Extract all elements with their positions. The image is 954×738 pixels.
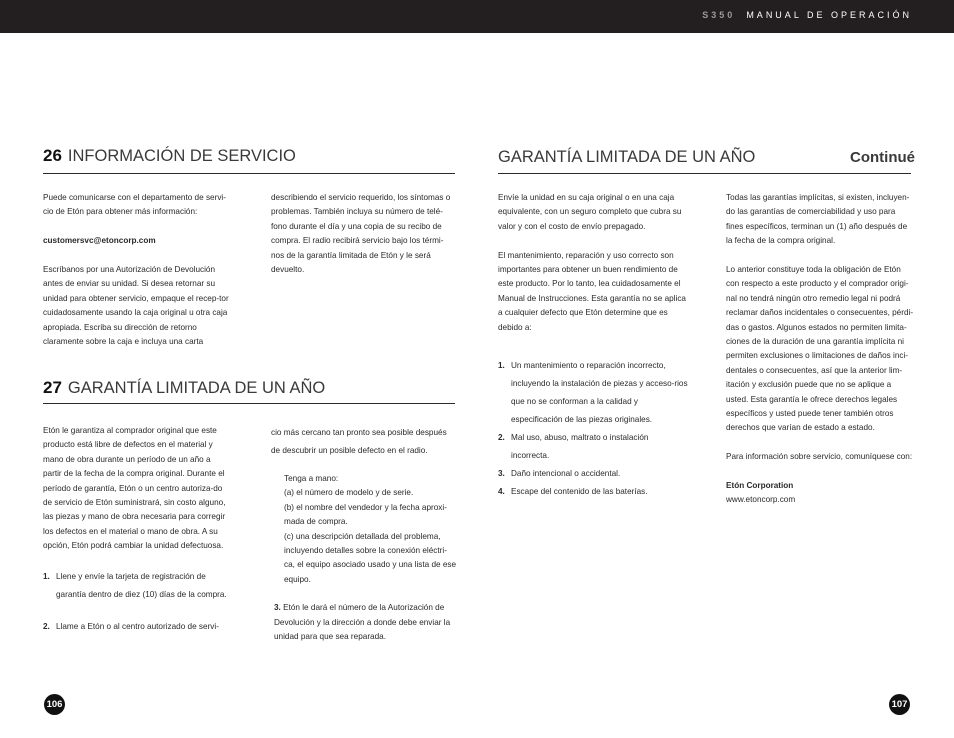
paragraph: cio más cercano tan pronto sea posible después de descubrir un posible defecto en el radio. — [271, 428, 447, 455]
right-column-1 — [498, 191, 688, 501]
item-number: 2. — [498, 433, 505, 443]
section-27-title: GARANTÍA LIMITADA DE UN AÑO — [67, 379, 326, 397]
section-26-column-2 — [271, 191, 455, 292]
item-number: 4. — [498, 487, 505, 497]
page-number-right: 107 — [889, 694, 910, 715]
step-number: 1. — [43, 572, 50, 582]
item-text: Mal uso, abuso, maltrato o instalación incorrecta. — [511, 433, 649, 461]
have-ready-list — [271, 472, 457, 587]
have-ready-item: (a) el número de modelo y de serie. — [284, 488, 414, 498]
section-27-heading — [43, 378, 325, 398]
manual-title: MANUAL DE OPERACIÓN — [746, 10, 912, 20]
item-text: Un mantenimiento o reparación incorrecto, incluyendo la instalación de piezas y acceso-rios que no se conforman a la calidad y especificación de las piezas originales. — [511, 361, 688, 425]
item-text: Escape del contenido de las baterías. — [511, 487, 648, 497]
list-item — [498, 483, 688, 501]
have-ready-item: (c) una descripción detallada del problema, incluyendo detalles sobre la conexión eléctri-ca, el equipo asociado usado y una lista de ese equipo. — [284, 531, 457, 584]
manual-header — [702, 10, 912, 20]
paragraph: describiendo el servicio requerido, los síntomas o problemas. También incluya su número de telé-fono durante el día y una copia de su recibo de compra. El radio recibirá servicio bajo los térmi-nos de la garantía limitada de Etón y le será devuelto. — [271, 193, 451, 275]
section-27-column-2 — [271, 424, 457, 644]
paragraph: El mantenimiento, reparación y uso correcto son importantes para obtener un buen rendimiento de este producto. Por lo tanto, lea cuidadosamente el Manual de Instrucciones. Esta garantía no se aplica a cualquier defecto que Etón determine que es debido a: — [498, 250, 686, 332]
right-column-2 — [726, 191, 914, 508]
have-ready-item: (b) el nombre del vendedor y la fecha aproxi-mada de compra. — [284, 502, 447, 527]
paragraph: Etón le garantiza al comprador original que este producto está libre de defectos en el material y mano de obra durante un período de un año a partir de la fecha de la compra original. Durante el período de garantía, Etón o un centro autoriza-do de servicio de Etón suministrará, sin costo alguno, las piezas y mano de obra necesaria para corregir los defectos en el material o mano de obra. A su opción, Etón podrá cambiar la unidad defectuosa. — [43, 426, 226, 551]
item-text: Daño intencional o accidental. — [511, 469, 621, 479]
paragraph: Lo anterior constituye toda la obligación de Etón con respecto a este producto y el comprador origi-nal no tendrá ningún otro remedio legal ni podrá reclamar daños incidentales o consecuentes, pérdi-das o gastos. Algunos estados no permiten limita-ciones de la duración de una garantía implícita ni permiten exclusiones o limitaciones de daños inci-dentales o consecuentes, así que la anterior lim-itación y exclusión puede que no se aplique a usted. Esta garantía le ofrece derechos legales específicos y usted puede tener también otros derechos que varían de estado a estado. — [726, 265, 914, 433]
section-26-title: INFORMACIÓN DE SERVICIO — [67, 147, 296, 165]
paragraph: Envíe la unidad en su caja original o en una caja equivalente, con un seguro completo que cubra su valor y con el costo de envío prepagado. — [498, 193, 682, 231]
paragraph: Todas las garantías implícitas, si existen, incluyen-do las garantías de comerciabilidad y uso para fines específicos, terminan un (1) año después de la fecha de la compra original. — [726, 193, 910, 246]
right-page-heading: GARANTÍA LIMITADA DE UN AÑO — [498, 148, 756, 166]
step-text: Llame a Etón o al centro autorizado de servi- — [56, 622, 219, 632]
section-27-column-1 — [43, 424, 231, 636]
step-list — [43, 618, 231, 636]
item-number: 1. — [498, 361, 505, 371]
section-26-heading — [43, 146, 296, 166]
section-27-number: 27 — [43, 378, 62, 397]
section-26-number: 26 — [43, 146, 62, 165]
step-number: 3. — [274, 603, 281, 613]
exclusion-list — [498, 357, 688, 501]
step-list — [43, 568, 231, 604]
section-27-rule — [43, 403, 455, 404]
list-item — [498, 357, 688, 429]
service-email: customersvc@etoncorp.com — [43, 236, 156, 246]
model-name: S350 — [702, 10, 736, 20]
list-item — [43, 618, 231, 636]
company-website: www.etoncorp.com — [726, 495, 796, 505]
list-item — [498, 465, 688, 483]
page-number-left: 106 — [44, 694, 65, 715]
list-item — [498, 429, 688, 465]
step-text: Etón le dará el número de la Autorización de Devolución y la dirección a donde debe enviar la unidad para que sea reparada. — [274, 603, 451, 642]
list-item — [43, 568, 231, 604]
step-number: 2. — [43, 622, 50, 632]
company-name: Etón Corporation — [726, 481, 794, 491]
right-page-rule — [498, 173, 911, 174]
continued-label: Continué — [850, 149, 915, 166]
header-bar — [0, 0, 954, 33]
section-26-column-1 — [43, 191, 231, 364]
item-number: 3. — [498, 469, 505, 479]
step-text: Llene y envíe la tarjeta de registración de garantía dentro de diez (10) días de la compra. — [56, 572, 227, 600]
have-ready-title: Tenga a mano: — [284, 474, 339, 483]
section-26-rule — [43, 173, 455, 174]
paragraph: Puede comunicarse con el departamento de servi-cio de Etón para obtener más información: — [43, 193, 226, 217]
paragraph: Para información sobre servicio, comuníquese con: — [726, 452, 913, 462]
paragraph: Escríbanos por una Autorización de Devolución antes de enviar su unidad. Si desea retornar su unidad para obtener servicio, empaque el recep-tor cuidadosamente usando la caja original u otra caja apropiada. Escriba su dirección de retorno claramente sobre la caja e incluya una carta — [43, 265, 229, 347]
step-3 — [271, 601, 457, 644]
